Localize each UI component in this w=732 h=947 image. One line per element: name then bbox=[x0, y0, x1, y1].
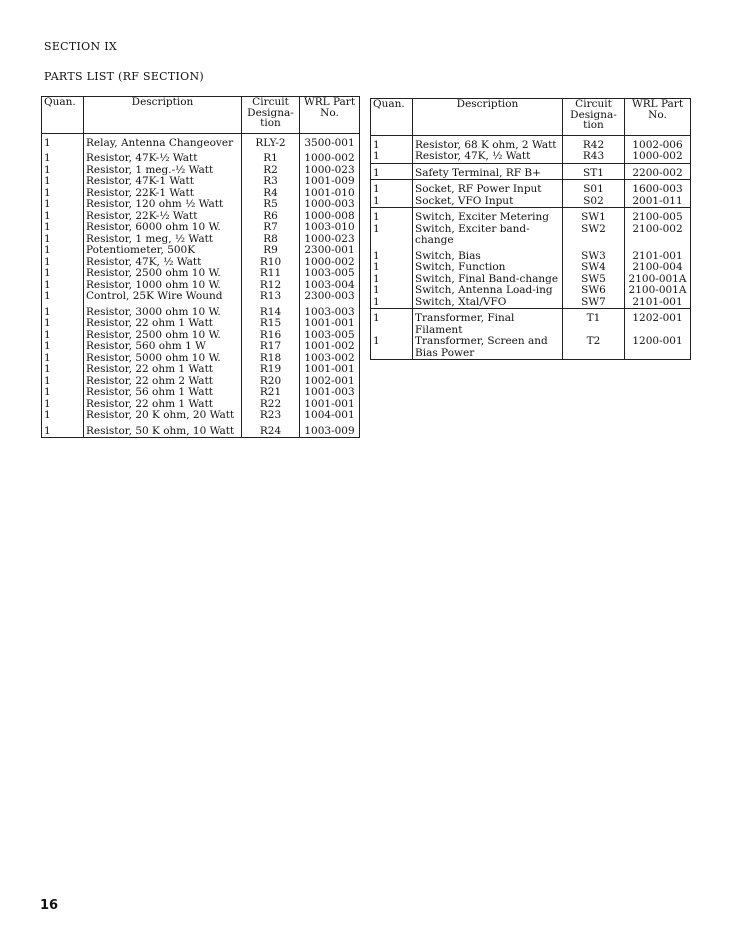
quantity-cell: 1 bbox=[42, 387, 84, 399]
quantity-cell: 1 bbox=[42, 222, 84, 234]
header-quan: Quan. bbox=[42, 97, 84, 134]
description-cell: Resistor, 2500 ohm 10 W. bbox=[84, 268, 242, 280]
part-number-cell: 1000-008 bbox=[300, 211, 360, 223]
quantity-cell: 1 bbox=[42, 353, 84, 365]
table-row bbox=[371, 262, 691, 274]
description-cell: Resistor, 47K, ½ Watt bbox=[413, 151, 563, 163]
description-cell: Relay, Antenna Changeover bbox=[84, 133, 242, 149]
table-row bbox=[42, 291, 360, 303]
quantity-cell: 1 bbox=[371, 224, 413, 247]
quantity-cell: 1 bbox=[42, 410, 84, 422]
quantity-cell: 1 bbox=[42, 422, 84, 438]
part-number-cell: 3500-001 bbox=[300, 133, 360, 149]
quantity-cell: 1 bbox=[42, 188, 84, 200]
quantity-cell: 1 bbox=[42, 291, 84, 303]
table-row bbox=[371, 151, 691, 163]
quantity-cell: 1 bbox=[371, 309, 413, 337]
table-row bbox=[42, 410, 360, 422]
description-cell: Transformer, Screen and Bias Power bbox=[413, 336, 563, 360]
quantity-cell: 1 bbox=[42, 211, 84, 223]
description-cell: Switch, Exciter Metering bbox=[413, 208, 563, 224]
part-number-cell: 1600-003 bbox=[625, 180, 691, 196]
part-number-cell: 1000-003 bbox=[300, 199, 360, 211]
description-cell: Resistor, 47K-1 Watt bbox=[84, 176, 242, 188]
part-number-cell: 1003-003 bbox=[300, 303, 360, 319]
table-row bbox=[42, 318, 360, 330]
part-number-cell: 2200-002 bbox=[625, 163, 691, 180]
circuit-designation-cell: T2 bbox=[563, 336, 625, 360]
circuit-designation-cell: R7 bbox=[242, 222, 300, 234]
quantity-cell: 1 bbox=[42, 399, 84, 411]
table-row bbox=[371, 297, 691, 309]
circuit-designation-cell: R6 bbox=[242, 211, 300, 223]
description-cell: Transformer, Final Filament bbox=[413, 309, 563, 337]
quantity-cell: 1 bbox=[42, 149, 84, 165]
description-cell: Resistor, 2500 ohm 10 W. bbox=[84, 330, 242, 342]
circuit-designation-cell: R13 bbox=[242, 291, 300, 303]
circuit-designation-cell: R21 bbox=[242, 387, 300, 399]
table-row bbox=[42, 222, 360, 234]
table-header-row bbox=[371, 99, 691, 136]
description-cell: Safety Terminal, RF B+ bbox=[413, 163, 563, 180]
table-row bbox=[42, 422, 360, 438]
table-row bbox=[42, 341, 360, 353]
part-number-cell: 1200-001 bbox=[625, 336, 691, 360]
part-number-cell: 2300-001 bbox=[300, 245, 360, 257]
description-cell: Resistor, 50 K ohm, 10 Watt bbox=[84, 422, 242, 438]
circuit-designation-cell: R17 bbox=[242, 341, 300, 353]
description-cell: Socket, RF Power Input bbox=[413, 180, 563, 196]
header-circuit: Circuit Designa- tion bbox=[242, 97, 300, 134]
quantity-cell: 1 bbox=[42, 341, 84, 353]
part-number-cell: 1003-002 bbox=[300, 353, 360, 365]
part-number-cell: 2001-011 bbox=[625, 196, 691, 208]
description-cell: Resistor, 47K-½ Watt bbox=[84, 149, 242, 165]
part-number-cell: 1000-002 bbox=[300, 257, 360, 269]
description-cell: Resistor, 120 ohm ½ Watt bbox=[84, 199, 242, 211]
description-cell: Resistor, 68 K ohm, 2 Watt bbox=[413, 135, 563, 151]
part-number-cell: 2100-004 bbox=[625, 262, 691, 274]
part-number-cell: 1002-006 bbox=[625, 135, 691, 151]
description-cell: Switch, Function bbox=[413, 262, 563, 274]
description-cell: Resistor, 6000 ohm 10 W. bbox=[84, 222, 242, 234]
circuit-designation-cell: SW6 bbox=[563, 285, 625, 297]
quantity-cell: 1 bbox=[42, 268, 84, 280]
circuit-designation-cell: SW1 bbox=[563, 208, 625, 224]
circuit-designation-cell: R5 bbox=[242, 199, 300, 211]
circuit-designation-cell: SW2 bbox=[563, 224, 625, 247]
part-number-cell: 1003-010 bbox=[300, 222, 360, 234]
part-number-cell: 2101-001 bbox=[625, 297, 691, 309]
description-cell: Resistor, 22K-½ Watt bbox=[84, 211, 242, 223]
description-cell: Resistor, 1 meg, ½ Watt bbox=[84, 234, 242, 246]
circuit-designation-cell: R11 bbox=[242, 268, 300, 280]
quantity-cell: 1 bbox=[371, 336, 413, 360]
part-number-cell: 2100-005 bbox=[625, 208, 691, 224]
circuit-designation-cell: R15 bbox=[242, 318, 300, 330]
part-number-cell: 1001-010 bbox=[300, 188, 360, 200]
circuit-designation-cell: R3 bbox=[242, 176, 300, 188]
circuit-designation-cell: R23 bbox=[242, 410, 300, 422]
description-cell: Switch, Antenna Load-ing bbox=[413, 285, 563, 297]
quantity-cell: 1 bbox=[371, 262, 413, 274]
part-number-cell: 1003-009 bbox=[300, 422, 360, 438]
part-number-cell: 1001-009 bbox=[300, 176, 360, 188]
quantity-cell: 1 bbox=[371, 180, 413, 196]
description-cell: Switch, Bias bbox=[413, 247, 563, 263]
circuit-designation-cell: ST1 bbox=[563, 163, 625, 180]
quantity-cell: 1 bbox=[371, 247, 413, 263]
circuit-designation-cell: R19 bbox=[242, 364, 300, 376]
circuit-designation-cell: R22 bbox=[242, 399, 300, 411]
description-cell: Resistor, 5000 ohm 10 W. bbox=[84, 353, 242, 365]
description-cell: Resistor, 20 K ohm, 20 Watt bbox=[84, 410, 242, 422]
part-number-cell: 1001-001 bbox=[300, 364, 360, 376]
part-number-cell: 2100-002 bbox=[625, 224, 691, 247]
page-number: 16 bbox=[40, 898, 59, 913]
table-row bbox=[42, 149, 360, 165]
part-number-cell: 2100-001A bbox=[625, 274, 691, 286]
quantity-cell: 1 bbox=[42, 376, 84, 388]
circuit-designation-cell: R1 bbox=[242, 149, 300, 165]
part-number-cell: 2101-001 bbox=[625, 247, 691, 263]
description-cell: Resistor, 1000 ohm 10 W. bbox=[84, 280, 242, 292]
table-row bbox=[42, 133, 360, 149]
table-row bbox=[371, 163, 691, 180]
table-row bbox=[42, 268, 360, 280]
header-part: WRL Part No. bbox=[300, 97, 360, 134]
circuit-designation-cell: R9 bbox=[242, 245, 300, 257]
description-cell: Switch, Xtal/VFO bbox=[413, 297, 563, 309]
circuit-designation-cell: R10 bbox=[242, 257, 300, 269]
description-cell: Resistor, 22K-1 Watt bbox=[84, 188, 242, 200]
circuit-designation-cell: RLY-2 bbox=[242, 133, 300, 149]
description-cell: Resistor, 560 ohm 1 W bbox=[84, 341, 242, 353]
circuit-designation-cell: R8 bbox=[242, 234, 300, 246]
table-row bbox=[371, 196, 691, 208]
part-number-cell: 1001-001 bbox=[300, 318, 360, 330]
circuit-designation-cell: R12 bbox=[242, 280, 300, 292]
circuit-designation-cell: R14 bbox=[242, 303, 300, 319]
table-row bbox=[42, 176, 360, 188]
table-row bbox=[371, 336, 691, 360]
part-number-cell: 2100-001A bbox=[625, 285, 691, 297]
part-number-cell: 2300-003 bbox=[300, 291, 360, 303]
part-number-cell: 1001-003 bbox=[300, 387, 360, 399]
circuit-designation-cell: SW3 bbox=[563, 247, 625, 263]
description-cell: Resistor, 22 ohm 1 Watt bbox=[84, 318, 242, 330]
description-cell: Resistor, 22 ohm 1 Watt bbox=[84, 364, 242, 376]
header-quan: Quan. bbox=[371, 99, 413, 136]
quantity-cell: 1 bbox=[42, 318, 84, 330]
header-description: Description bbox=[413, 99, 563, 136]
circuit-designation-cell: S02 bbox=[563, 196, 625, 208]
part-number-cell: 1202-001 bbox=[625, 309, 691, 337]
quantity-cell: 1 bbox=[42, 280, 84, 292]
circuit-designation-cell: T1 bbox=[563, 309, 625, 337]
table-row bbox=[42, 364, 360, 376]
quantity-cell: 1 bbox=[42, 199, 84, 211]
description-cell: Resistor, 1 meg.-½ Watt bbox=[84, 165, 242, 177]
quantity-cell: 1 bbox=[42, 165, 84, 177]
part-number-cell: 1001-002 bbox=[300, 341, 360, 353]
quantity-cell: 1 bbox=[371, 163, 413, 180]
description-cell: Resistor, 22 ohm 2 Watt bbox=[84, 376, 242, 388]
quantity-cell: 1 bbox=[42, 234, 84, 246]
table-row bbox=[371, 208, 691, 224]
description-cell: Resistor, 56 ohm 1 Watt bbox=[84, 387, 242, 399]
circuit-designation-cell: R24 bbox=[242, 422, 300, 438]
circuit-designation-cell: R42 bbox=[563, 135, 625, 151]
parts-table-right bbox=[370, 98, 691, 360]
quantity-cell: 1 bbox=[371, 285, 413, 297]
part-number-cell: 1000-002 bbox=[625, 151, 691, 163]
table-row bbox=[371, 224, 691, 247]
header-part: WRL Part No. bbox=[625, 99, 691, 136]
description-cell: Resistor, 22 ohm 1 Watt bbox=[84, 399, 242, 411]
circuit-designation-cell: R43 bbox=[563, 151, 625, 163]
section-heading: SECTION IX bbox=[44, 40, 117, 53]
table-row bbox=[371, 309, 691, 337]
description-cell: Resistor, 47K, ½ Watt bbox=[84, 257, 242, 269]
part-number-cell: 1002-001 bbox=[300, 376, 360, 388]
table-row bbox=[42, 199, 360, 211]
table-row bbox=[371, 285, 691, 297]
circuit-designation-cell: SW4 bbox=[563, 262, 625, 274]
description-cell: Potentiometer, 500K bbox=[84, 245, 242, 257]
quantity-cell: 1 bbox=[42, 257, 84, 269]
circuit-designation-cell: R18 bbox=[242, 353, 300, 365]
table-header-row bbox=[42, 97, 360, 134]
quantity-cell: 1 bbox=[42, 245, 84, 257]
circuit-designation-cell: R2 bbox=[242, 165, 300, 177]
table-row bbox=[42, 387, 360, 399]
part-number-cell: 1001-001 bbox=[300, 399, 360, 411]
part-number-cell: 1003-004 bbox=[300, 280, 360, 292]
description-cell: Socket, VFO Input bbox=[413, 196, 563, 208]
quantity-cell: 1 bbox=[371, 151, 413, 163]
circuit-designation-cell: R16 bbox=[242, 330, 300, 342]
description-cell: Switch, Final Band-change bbox=[413, 274, 563, 286]
quantity-cell: 1 bbox=[42, 330, 84, 342]
circuit-designation-cell: SW7 bbox=[563, 297, 625, 309]
table-row bbox=[42, 245, 360, 257]
circuit-designation-cell: S01 bbox=[563, 180, 625, 196]
part-number-cell: 1003-005 bbox=[300, 268, 360, 280]
part-number-cell: 1000-023 bbox=[300, 234, 360, 246]
quantity-cell: 1 bbox=[371, 297, 413, 309]
quantity-cell: 1 bbox=[42, 176, 84, 188]
part-number-cell: 1004-001 bbox=[300, 410, 360, 422]
description-cell: Control, 25K Wire Wound bbox=[84, 291, 242, 303]
description-cell: Resistor, 3000 ohm 10 W. bbox=[84, 303, 242, 319]
quantity-cell: 1 bbox=[371, 274, 413, 286]
parts-table-left bbox=[41, 96, 360, 438]
description-cell: Switch, Exciter band-change bbox=[413, 224, 563, 247]
circuit-designation-cell: R20 bbox=[242, 376, 300, 388]
part-number-cell: 1003-005 bbox=[300, 330, 360, 342]
header-circuit: Circuit Designa- tion bbox=[563, 99, 625, 136]
quantity-cell: 1 bbox=[42, 303, 84, 319]
quantity-cell: 1 bbox=[371, 196, 413, 208]
part-number-cell: 1000-023 bbox=[300, 165, 360, 177]
circuit-designation-cell: R4 bbox=[242, 188, 300, 200]
quantity-cell: 1 bbox=[42, 364, 84, 376]
header-description: Description bbox=[84, 97, 242, 134]
quantity-cell: 1 bbox=[371, 135, 413, 151]
parts-list-title: PARTS LIST (RF SECTION) bbox=[44, 70, 205, 83]
quantity-cell: 1 bbox=[371, 208, 413, 224]
quantity-cell: 1 bbox=[42, 133, 84, 149]
part-number-cell: 1000-002 bbox=[300, 149, 360, 165]
circuit-designation-cell: SW5 bbox=[563, 274, 625, 286]
table-row bbox=[42, 303, 360, 319]
table-row bbox=[371, 247, 691, 263]
table-row bbox=[371, 180, 691, 196]
table-row bbox=[371, 135, 691, 151]
